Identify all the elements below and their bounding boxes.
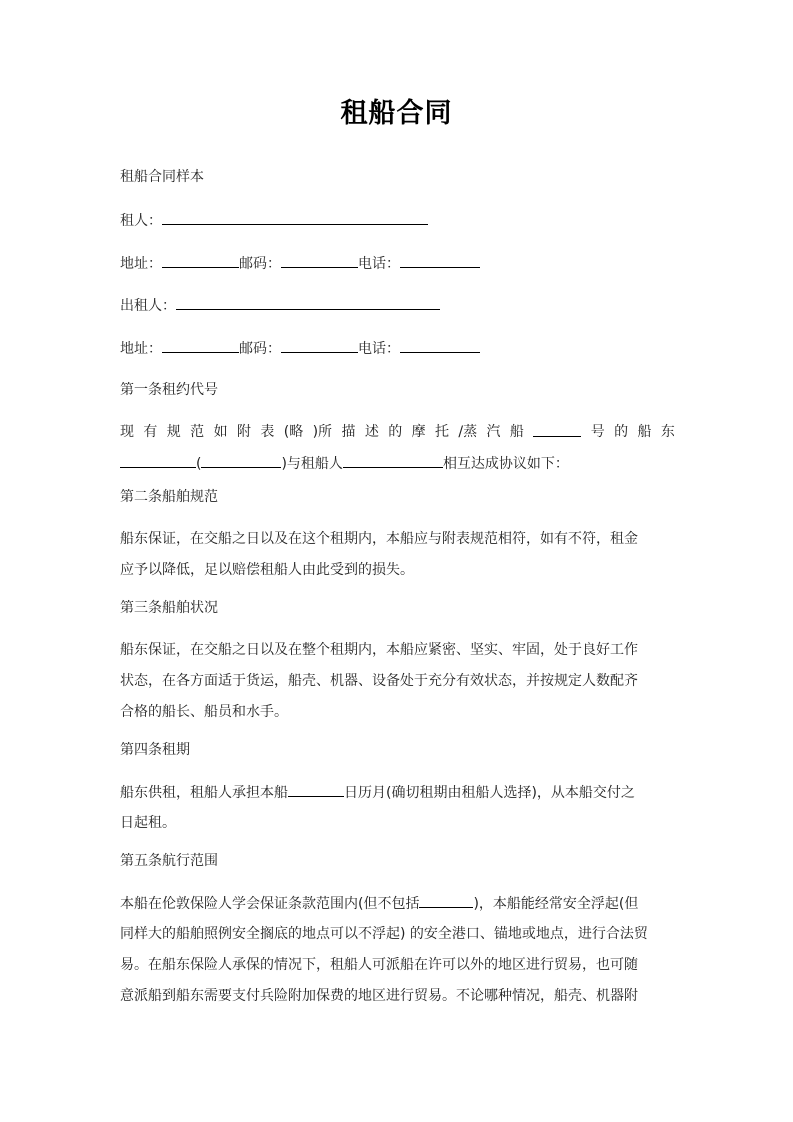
address-label: 地址： [120,341,162,357]
text-char: 有 [143,424,158,440]
paragraph-line: 合格的船长、船员和水手。 [120,704,288,720]
text-char: 的 [388,424,403,440]
text-char: 现 [120,424,134,440]
paragraph-line [120,782,675,813]
article-2-heading: 第二条船舶规范 [120,489,218,505]
text-char: 附 [236,424,251,440]
text-char: 摩 [411,424,426,440]
address-label: 地址： [120,256,162,272]
address-blank[interactable] [162,253,239,268]
address-blank[interactable] [162,338,239,353]
text-char: /蒸 [458,424,478,440]
text-segment: )与租船人 [281,456,343,472]
article-2-body [120,529,675,591]
text-char: 汽 [486,424,501,440]
paragraph-line [120,893,675,924]
text-segment: ( [196,456,202,472]
text-segment: 船东供租，租船人承担本船 [120,785,288,801]
lessee-label: 租人： [120,213,162,229]
lessee-address-row [120,253,675,274]
article-1-heading: 第一条租约代号 [120,382,218,398]
paragraph-line: 意派船到船东需要支付兵险附加保费的地区进行贸易。不论哪种情况，船壳、机器附 [120,988,638,1004]
phone-blank[interactable] [400,338,480,353]
exclusion-blank[interactable] [419,893,473,908]
article-3-heading: 第三条船舶状况 [120,600,218,616]
lessor-label: 出租人： [120,298,176,314]
phone-label: 电话： [358,341,400,357]
text-char: 船 [637,424,652,440]
text-char: 表 [260,424,275,440]
document-title: 租船合同 [340,98,453,129]
paragraph-line: 应予以降低，足以赔偿租船人由此受到的损失。 [120,562,414,578]
postcode-label: 邮码： [239,341,281,357]
text-char: 东 [660,424,675,440]
postcode-label: 邮码： [239,256,281,272]
paragraph-line [120,422,675,453]
lease-term-blank[interactable] [288,782,344,797]
lessor-address-row [120,338,675,359]
text-char: 托 [435,424,450,440]
text-char: 的 [614,424,629,440]
text-segment: 日历月(确切租期由租船人选择)，从本船交付之 [344,785,635,801]
article-5-body [120,893,675,1017]
text-segment: 本船在伦敦保险人学会保证条款范围内(但不包括 [120,896,420,912]
text-char: 述 [364,424,379,440]
postcode-blank[interactable] [281,338,358,353]
phone-blank[interactable] [400,253,480,268]
shipowner-alias-blank[interactable] [201,453,281,468]
article-3-body [120,640,675,733]
paragraph-line: 同样大的船舶照例安全搁底的地点可以不浮起) 的安全港口、锚地或地点，进行合法贸 [120,926,648,942]
lessee-row [120,210,675,231]
paragraph-line: 船东保证，在交船之日以及在整个租期内，本船应紧密、坚实、牢固，处于良好工作 [120,642,638,658]
text-char: 规 [166,424,181,440]
paragraph-line: 状态，在各方面适于货运，船壳、机器、设备处于充分有效状态，并按规定人数配齐 [120,673,638,689]
postcode-blank[interactable] [281,253,358,268]
lessor-row [120,295,675,316]
article-5-heading: 第五条航行范围 [120,853,218,869]
text-char: (略 [283,424,304,440]
text-char: 描 [341,424,356,440]
lessee-blank[interactable] [162,210,428,225]
paragraph-line: 船东保证，在交船之日以及在这个租期内，本船应与附表规范相符，如有不符，租金 [120,531,638,547]
text-segment: 相互达成协议如下： [442,456,569,472]
text-char: )所 [312,424,333,440]
text-char: 船 [509,424,524,440]
paragraph-line: 日起租。 [120,815,176,831]
article-4-body [120,782,675,844]
text-char: 范 [190,424,205,440]
document-subtitle: 租船合同样本 [120,169,204,185]
ship-number-blank[interactable] [533,422,581,437]
charterer-blank[interactable] [343,453,443,468]
shipowner-blank[interactable] [120,453,196,468]
text-char: 号 [590,424,605,440]
article-1-body [120,422,675,484]
text-segment: )，本船能经常安全浮起(但 [473,896,639,912]
text-char: 如 [213,424,228,440]
article-4-heading: 第四条租期 [120,742,190,758]
phone-label: 电话： [358,256,400,272]
paragraph-line [120,453,675,484]
lessor-blank[interactable] [176,295,440,310]
paragraph-line: 易。在船东保险人承保的情况下，租船人可派船在许可以外的地区进行贸易，也可随 [120,957,638,973]
